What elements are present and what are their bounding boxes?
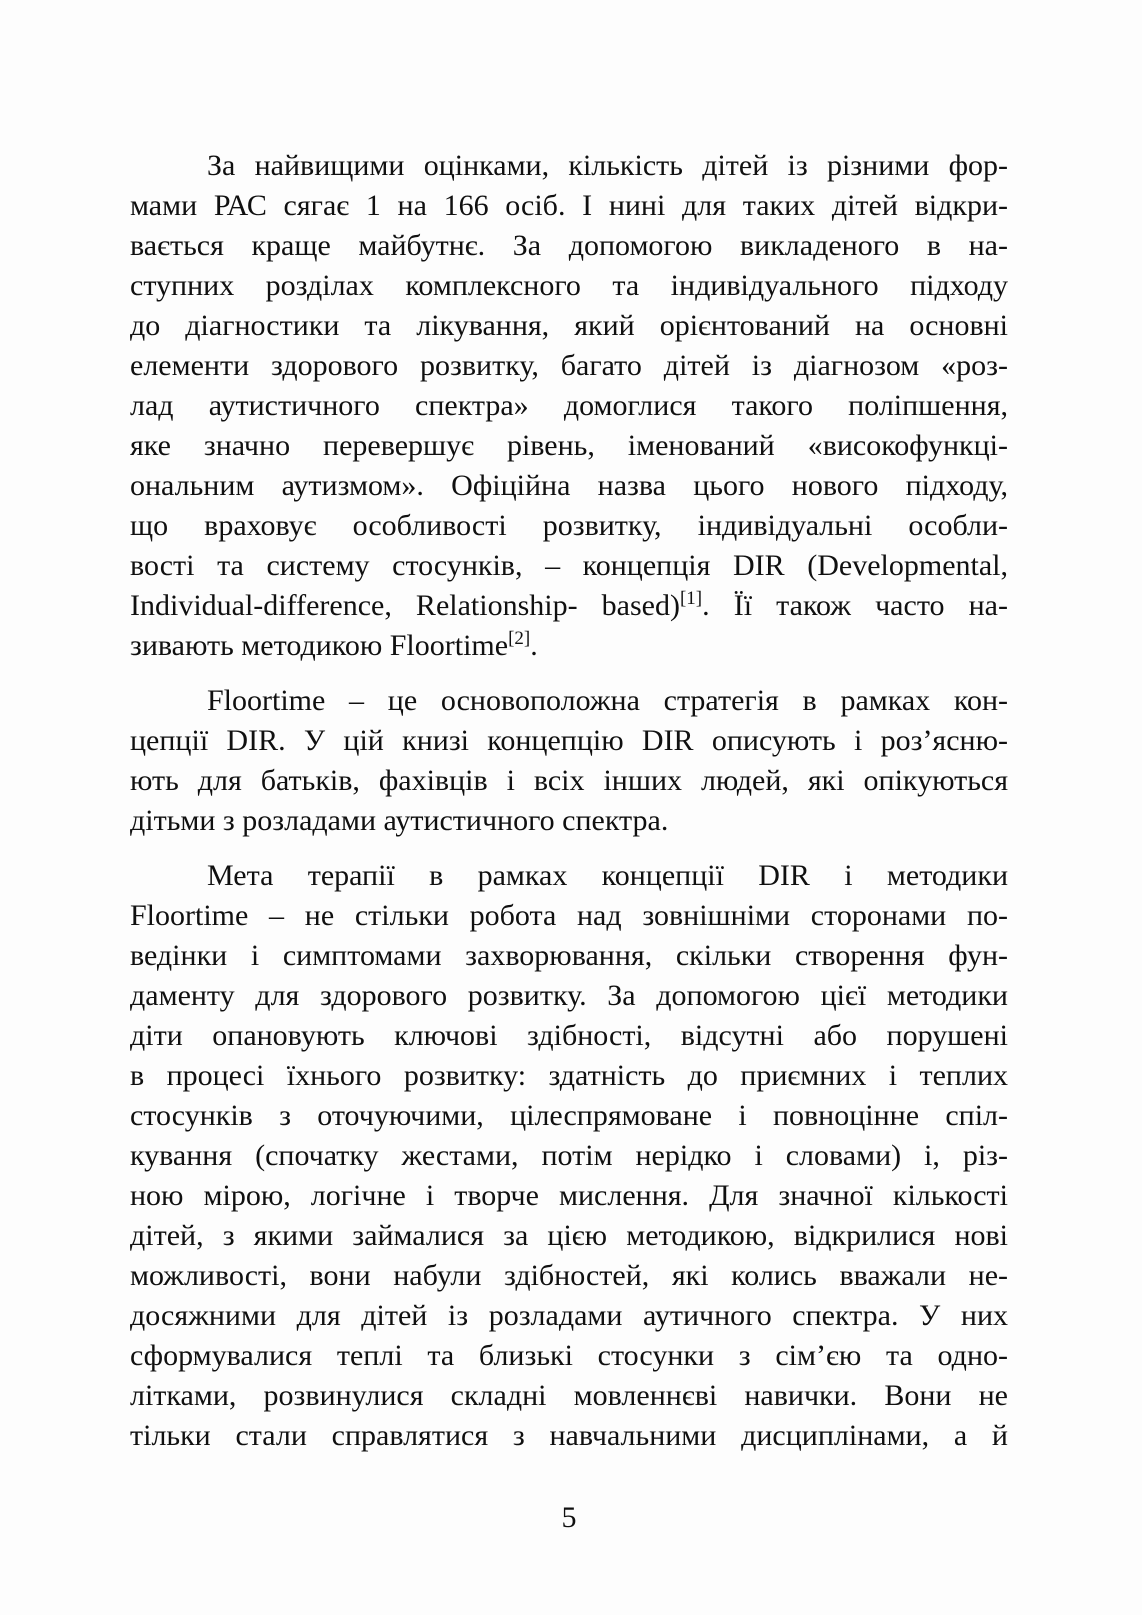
text-line: ють для батьків, фахівців і всіх інших людей, які опікуються — [130, 764, 1008, 797]
text-line: кування (спочатку жестами, потім нерідко і словами) і, різ- — [130, 1139, 1008, 1172]
text-line: цепції DIR. У цій книзі концепцію DIR описують і роз’ясню- — [130, 724, 1008, 757]
text-line: ональним аутизмом». Офіційна назва цього нового підходу, — [130, 469, 1008, 502]
text-line: сформувалися теплі та близькі стосунки з сім’єю та одно- — [130, 1339, 1008, 1372]
text-line: що враховує особливості розвитку, індивідуальні особли- — [130, 509, 1008, 542]
text-line: вості та систему стосунків, – концепція DIR (Developmental, — [130, 549, 1008, 582]
page-number: 5 — [561, 1501, 577, 1534]
text-line: діти опановують ключові здібності, відсутні або порушені — [130, 1019, 1008, 1052]
text-line: Floortime – це основоположна стратегія в рамках кон- — [207, 684, 1008, 717]
text-line: тільки стали справлятися з навчальними дисциплінами, а й — [130, 1419, 1008, 1452]
text-line: літками, розвинулися складні мовленнєві навички. Вони не — [130, 1379, 1008, 1412]
text-line: яке значно перевершує рівень, іменований «високофункці- — [130, 429, 1008, 462]
text-line: За найвищими оцінками, кількість дітей із різними фор- — [207, 149, 1008, 182]
text-line: дітьми з розладами аутистичного спектра. — [130, 804, 669, 837]
text-line: даменту для здорового розвитку. За допомогою цієї методики — [130, 979, 1008, 1012]
paragraph — [130, 856, 1008, 1456]
text-line: дітей, з якими займалися за цією методикою, відкрилися нові — [130, 1219, 1008, 1252]
text-block — [130, 146, 1008, 1456]
text-line: Мета терапії в рамках концепції DIR і методики — [207, 859, 1008, 892]
footnote-ref: [2] — [508, 628, 531, 649]
text-line: до діагностики та лікування, який орієнтований на основні — [130, 309, 1008, 342]
text-line: стосунків з оточуючими, цілеспрямоване і повноцінне спіл- — [130, 1099, 1008, 1132]
text-line: ведінки і симптомами захворювання, скільки створення фун- — [130, 939, 1008, 972]
text-line: зивають методикою Floortime[2]. — [130, 628, 538, 662]
text-line: ною мірою, логічне і творче мислення. Для значної кількості — [130, 1179, 1008, 1212]
text-line: Floortime – не стільки робота над зовнішніми сторонами по- — [130, 899, 1008, 932]
text-line: вається краще майбутнє. За допомогою викладеного в на- — [130, 229, 1008, 262]
text-line: ступних розділах комплексного та індивідуального підходу — [130, 269, 1008, 302]
text-line: досяжними для дітей із розладами аутичного спектра. У них — [130, 1299, 1008, 1332]
text-line: Individual-difference, Relationship- based)[1]. Її також часто на- — [130, 588, 1008, 622]
text-line: можливості, вони набули здібностей, які колись вважали не- — [130, 1259, 1008, 1292]
text-line: елементи здорового розвитку, багато дітей із діагнозом «роз- — [130, 349, 1008, 382]
text-line: мами РАС сягає 1 на 166 осіб. І нині для таких дітей відкри- — [130, 189, 1008, 222]
paragraph — [130, 146, 1008, 666]
paragraph — [130, 681, 1008, 841]
text-line: в процесі їхнього розвитку: здатність до приємних і теплих — [130, 1059, 1008, 1092]
footnote-ref: [1] — [679, 588, 703, 609]
text-line: лад аутистичного спектра» домоглися такого поліпшення, — [130, 389, 1008, 422]
